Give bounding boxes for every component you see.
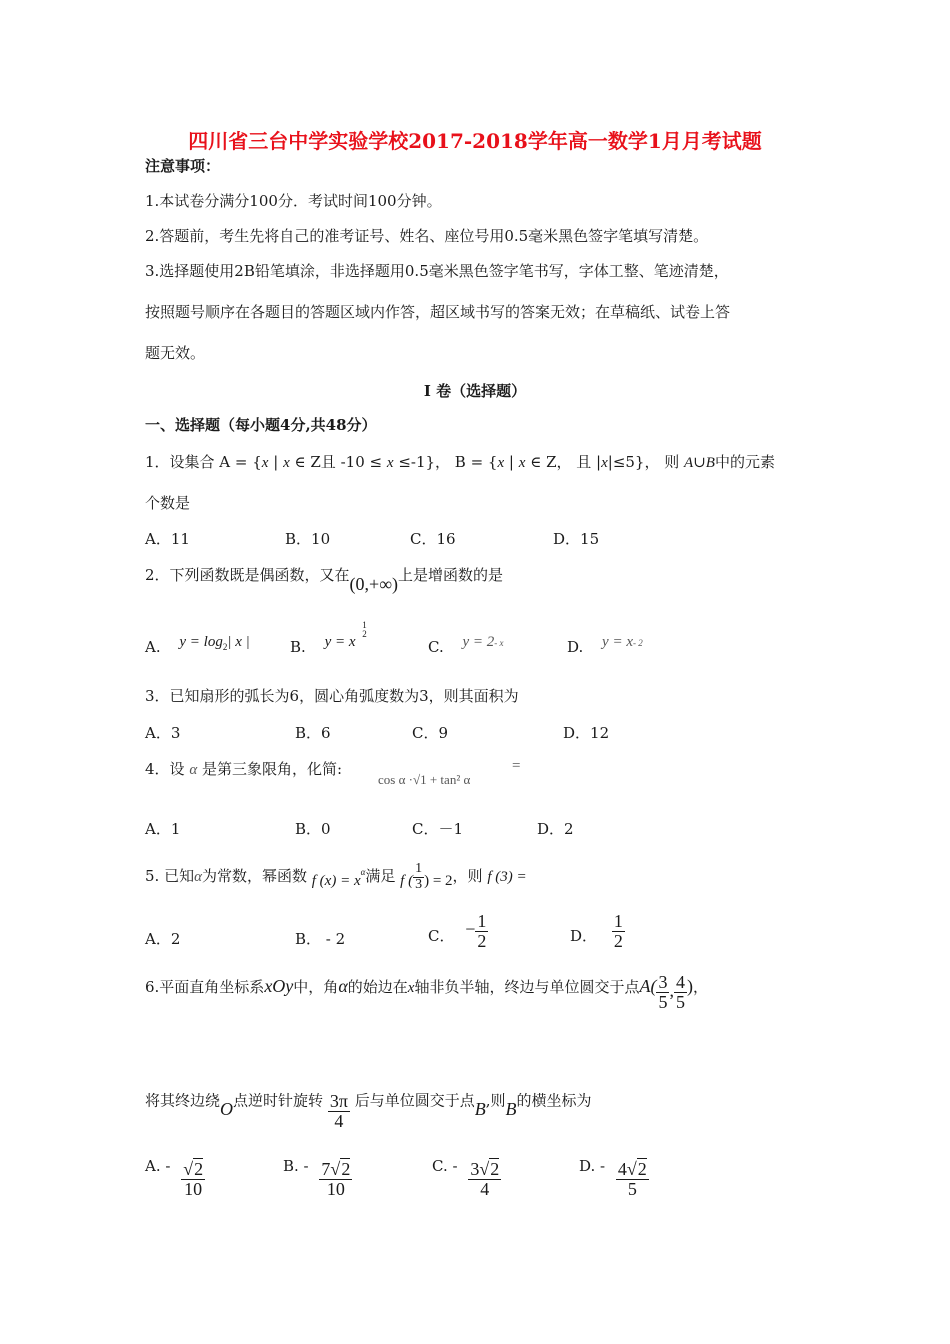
q5-option-d: D． $\frac{1}{2}$	[570, 911, 623, 951]
question-2-stem: 2．下列函数既是偶函数，又在(0,+∞)上是增函数的是	[145, 566, 504, 594]
question-1-line-2: 个数是	[145, 494, 191, 512]
q4-option-d: D．2	[537, 820, 574, 838]
q4-option-b: B．0	[295, 820, 331, 838]
q4-option-a: A．1	[145, 820, 181, 838]
q1-option-b: B．10	[285, 530, 331, 548]
question-5-stem: 5. 已知α为常数，幂函数 f $(x) = x^\alpha$满足 f ( $\frac{1}{3}$ ) = 2，则 f (3) =	[145, 861, 527, 892]
q6-option-a: A. - $\frac{√2}{10}$	[145, 1157, 204, 1199]
notice-heading: 注意事项：	[145, 157, 221, 175]
q5-option-a: A．2	[145, 930, 181, 948]
q3-option-a: A．3	[145, 724, 181, 742]
q2-option-b: B. y = x 1 2	[290, 619, 367, 656]
q5-option-c: C． − $\frac{1}{2}$	[428, 911, 487, 951]
q5-option-b: B． - 2	[295, 930, 346, 948]
q6-option-d: D. - $\frac{4√2}{5}$	[579, 1157, 647, 1199]
notice-item-3-line-2: 按照题号顺序在各题目的答题区域内作答，超区域书写的答案无效；在草稿纸、试卷上答	[145, 303, 731, 321]
q3-option-d: D．12	[563, 724, 610, 742]
question-4-stem: 4．设 α 是第三象限角，化简:	[145, 760, 343, 778]
q2-option-a: A. $y = \log_2|$ x |	[145, 634, 250, 656]
q1-option-c: C．16	[410, 530, 456, 548]
q1-option-d: D．15	[553, 530, 600, 548]
part-title: 一、选择题（每小题4分,共48分）	[145, 416, 377, 434]
q4-expression: cos α ·√1 + tan² α	[378, 772, 471, 787]
q1-option-a: A．11	[145, 530, 190, 548]
q4-option-c: C．－1	[412, 820, 464, 838]
notice-item-3-line-1: 3.选择题使用2B铅笔填涂，非选择题用0.5毫米黑色签字笔书写，字体工整、笔迹清楚，	[145, 262, 729, 280]
exam-title: 四川省三台中学实验学校2017-2018学年高一数学1月月考试题	[188, 129, 762, 153]
question-6-line-2: 将其终边绕O点逆时针旋转 $\frac{3\pi}{4}$ 后与单位圆交于点B,则B的横坐标为	[145, 1091, 592, 1131]
q2-option-d: D. $y = x^{- 2}$	[567, 634, 643, 656]
question-3-stem: 3．已知扇形的弧长为6，圆心角弧度数为3，则其面积为	[145, 687, 519, 705]
q6-option-b: B. - $\frac{7√2}{10}$	[283, 1157, 351, 1199]
q4-equals: =	[512, 758, 521, 774]
q3-option-b: B．6	[295, 724, 331, 742]
question-1-stem: 1．设集合 A = {x | x ∈ Z且 -10 ≤ x ≤-1}， B = {x | x ∈ Z， 且 |x|≤5}， 则 A∪B中的元素	[145, 453, 775, 471]
notice-item-3-line-3: 题无效。	[145, 344, 206, 362]
question-6-stem: 6.平面直角坐标系xOy中，角α的始边在x轴非负半轴，终边与单位圆交于点A( $\frac{3}{5}$ , $\frac{4}{5}$ )，	[145, 972, 708, 1012]
section-title: Ⅰ 卷（选择题）	[423, 382, 527, 400]
q6-option-c: C. - $\frac{3√2}{4}$	[432, 1157, 500, 1199]
q3-option-c: C．9	[412, 724, 449, 742]
notice-item-1: 1.本试卷分满分100分．考试时间100分钟。	[145, 192, 442, 210]
notice-item-2: 2.答题前，考生先将自己的准考证号、姓名、座位号用0.5毫米黑色签字笔填写清楚。	[145, 227, 709, 245]
q2-option-c: C. $y = 2^{- x}$	[428, 634, 504, 656]
